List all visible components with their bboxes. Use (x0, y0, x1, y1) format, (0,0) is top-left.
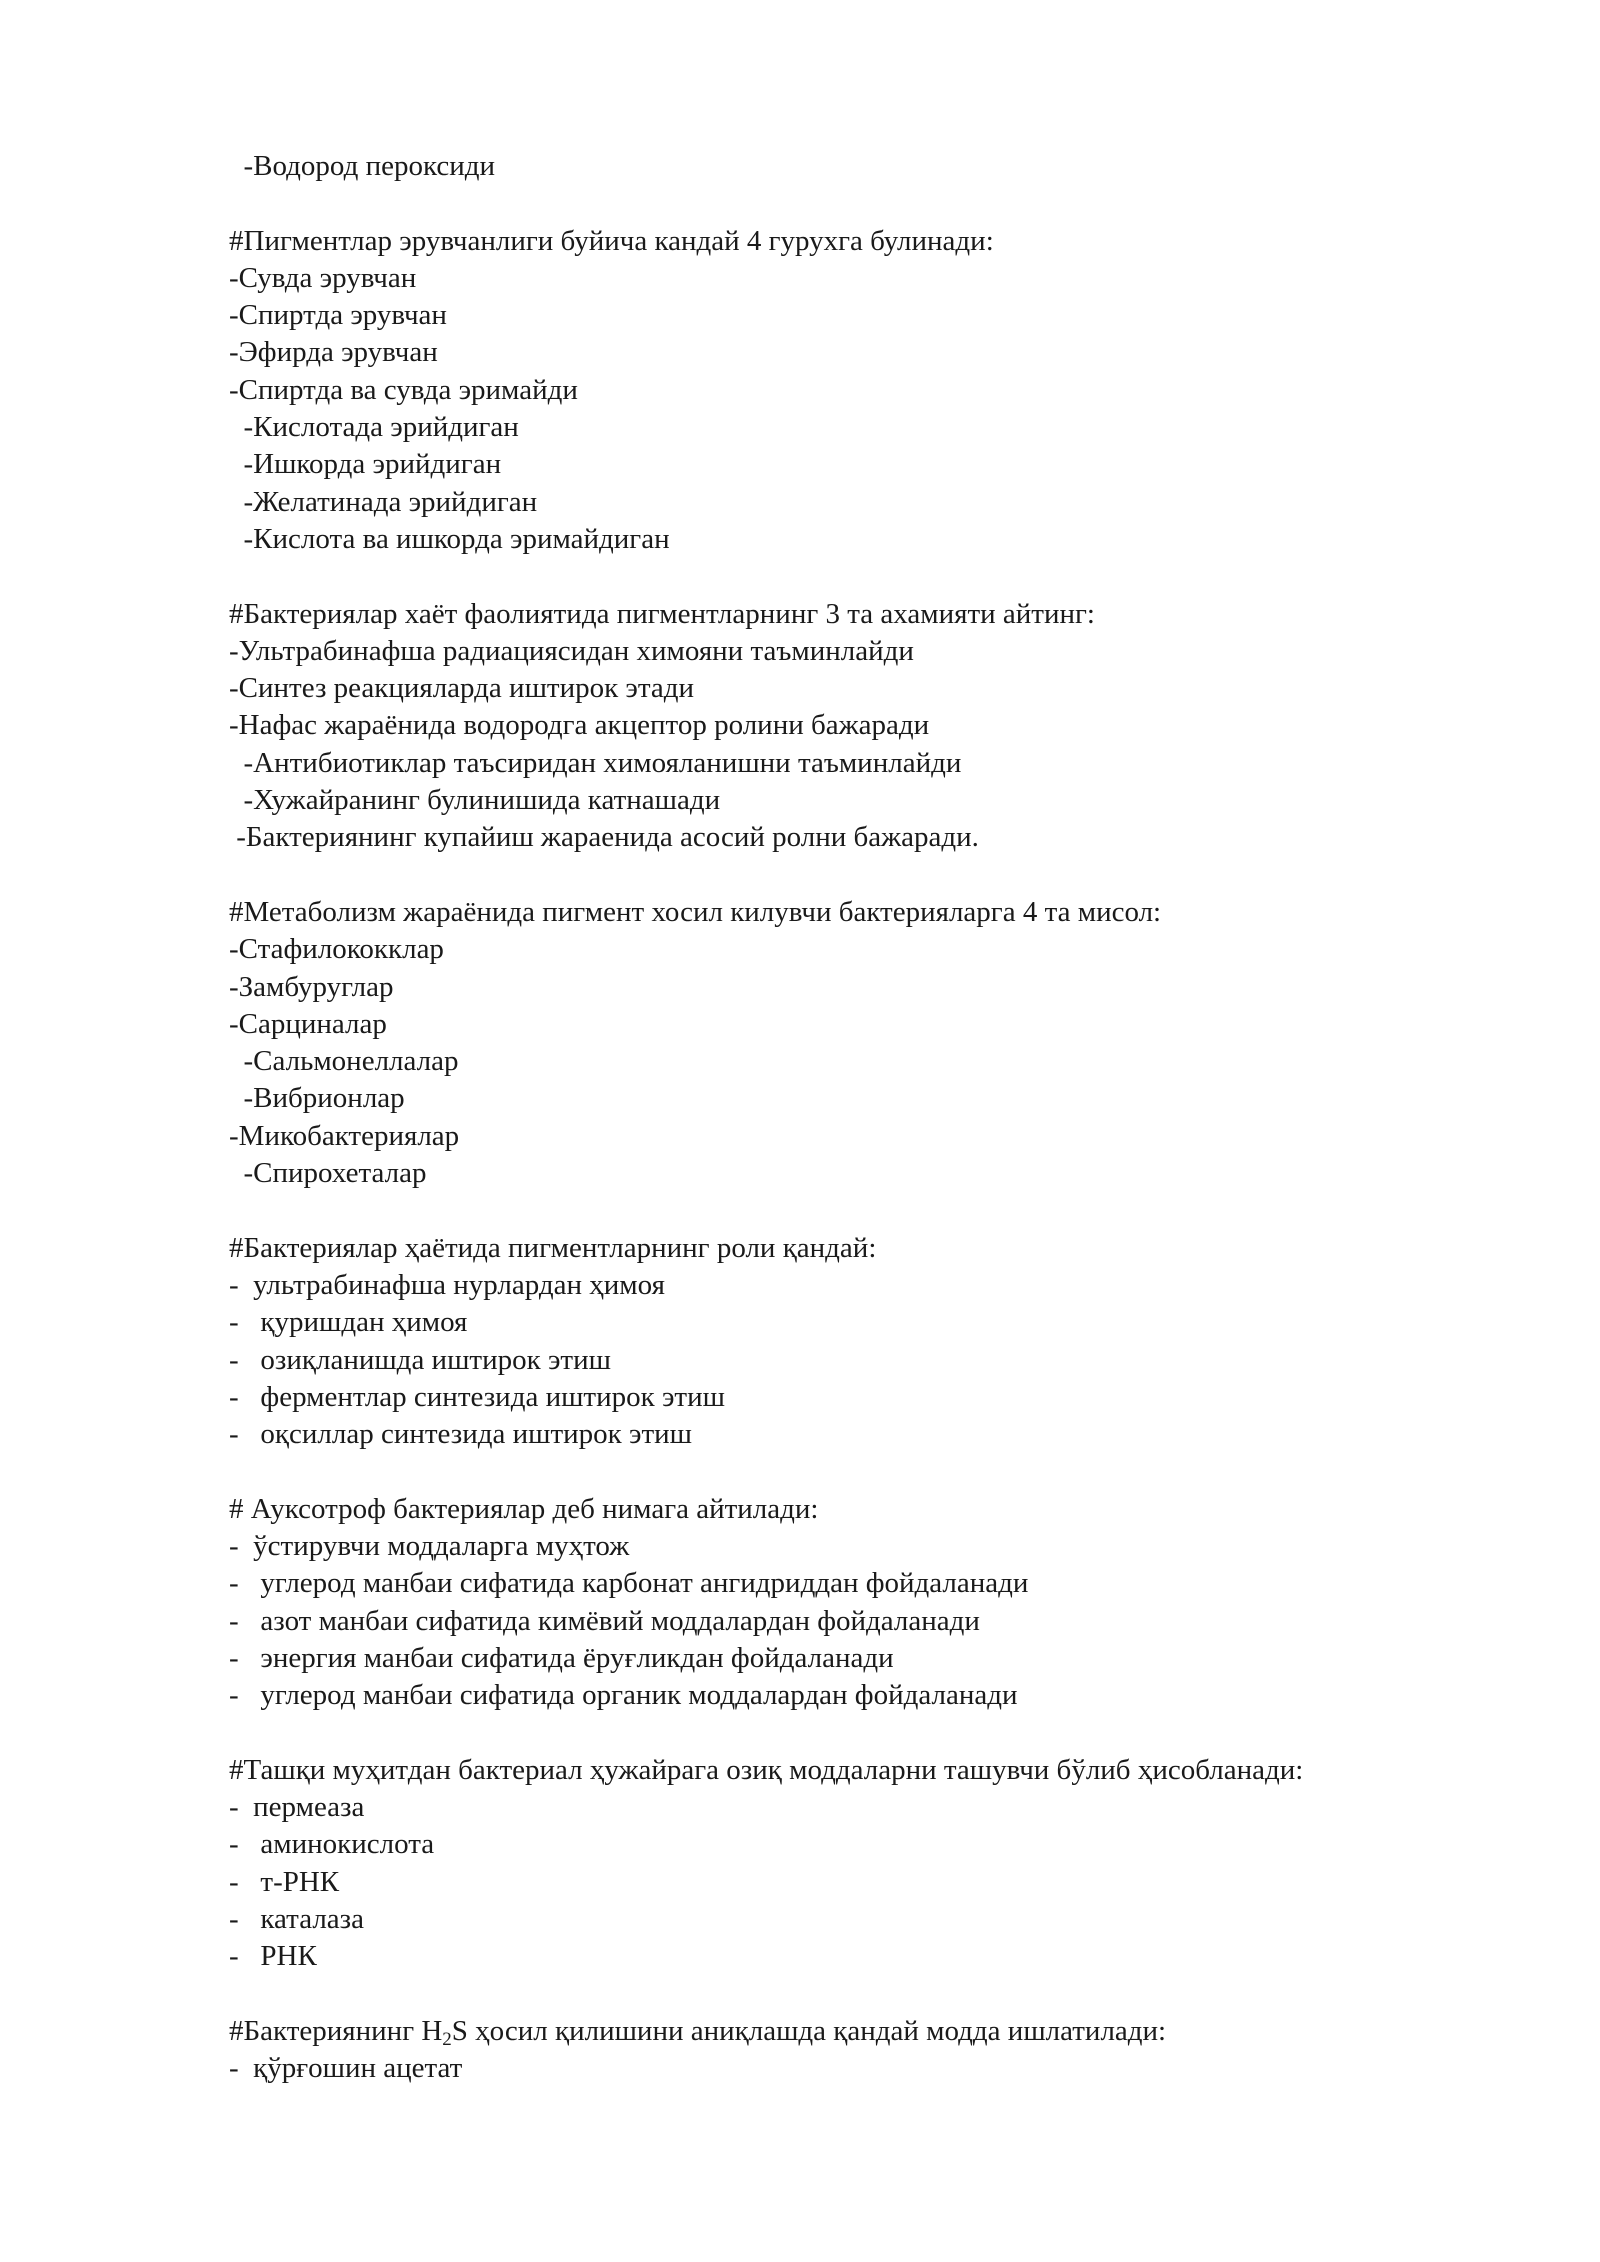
answer-line: -Водород пероксиди (229, 150, 496, 182)
answer-line: - углерод манбаи сифатида карбонат ангидриддан фойдаланади (229, 1567, 1029, 1600)
answer-line: -Эфирда эрувчан (229, 336, 438, 369)
answer-line: -Стафилококклар (229, 933, 444, 966)
answer-line: -Замбуруглар (229, 970, 394, 1003)
answer-line: -Спиртда эрувчан (229, 299, 447, 332)
answer-line: -Спиртда ва сувда эримайди (229, 373, 578, 406)
question-block (229, 894, 1479, 1192)
answer-line: -Кислота ва ишкорда эримайдиган (229, 522, 670, 555)
document-body (229, 148, 1479, 2087)
answer-line: - энергия манбаи сифатида ёруғликдан фойдаланади (229, 1641, 894, 1674)
answer-line: -Ультрабинафша радиациясидан химояни таъминлайди (229, 634, 914, 667)
answer-line: -Хужайранинг булинишида катнашади (229, 784, 721, 817)
answer-line: -Антибиотиклар таъсиридан химояланишни таъминлайди (229, 746, 962, 779)
answer-line: -Кислотада эрийдиган (229, 411, 519, 444)
answer-line: - ультрабинафша нурлардан ҳимоя (229, 1268, 665, 1301)
question-block (229, 223, 1479, 559)
paragraph-gap (229, 1976, 1479, 2013)
answer-line: - озиқланишда иштирок этиш (229, 1343, 611, 1376)
paragraph-gap (229, 1192, 1479, 1229)
question-text-end: S ҳосил қилишини аниқлашда қандай модда ишлатилади: (451, 2014, 1167, 2047)
answer-line: - ферментлар синтезида иштирок этиш (229, 1380, 725, 1413)
answer-line: -Синтез реакцияларда иштирок этади (229, 672, 695, 705)
question-block (229, 148, 1479, 185)
answer-line: - оқсиллар синтезида иштирок этиш (229, 1418, 692, 1451)
paragraph-gap (229, 1714, 1479, 1751)
answer-line: -Бактериянинг купайиш жараенида асосий ролни бажаради. (229, 821, 979, 854)
answer-line: -Желатинада эрийдиган (229, 485, 538, 518)
question-line: #Бактериялар ҳаётида пигментларнинг роли қандай: (229, 1231, 877, 1264)
question-block (229, 1230, 1479, 1454)
answer-line: - аминокислота (229, 1828, 435, 1861)
answer-line: -Сувда эрувчан (229, 261, 417, 294)
answer-line: - РНК (229, 1940, 317, 1973)
question-block (229, 2013, 1479, 2088)
question-line: #Метаболизм жараёнида пигмент хосил килувчи бактерияларга 4 та мисол: (229, 895, 1162, 928)
paragraph-gap (229, 558, 1479, 595)
question-block (229, 1491, 1479, 1715)
question-line (229, 2013, 1479, 2050)
question-line: #Бактериялар хаёт фаолиятида пигментларнинг 3 та ахамияти айтинг: (229, 597, 1095, 630)
paragraph-gap (229, 1453, 1479, 1490)
question-block (229, 1752, 1479, 1976)
answer-line: -Вибрионлар (229, 1082, 405, 1115)
question-text-start: #Бактериянинг H (229, 2014, 443, 2047)
answer-line: -Спирохеталар (229, 1157, 427, 1190)
answer-line: -Сальмонеллалар (229, 1045, 459, 1078)
answer-line: - каталаза (229, 1902, 365, 1935)
question-line: # Ауксотроф бактериялар деб нимага айтилади: (229, 1492, 819, 1525)
answer-line: -Нафас жараёнида водородга акцептор ролини бажаради (229, 709, 930, 742)
question-line: #Пигментлар эрувчанлиги буйича кандай 4 гурухга булинади: (229, 224, 994, 257)
subscript-digit: 2 (442, 2028, 452, 2050)
answer-line: - азот манбаи сифатида кимёвий моддалардан фойдаланади (229, 1604, 980, 1637)
answer-line: - т-РНК (229, 1865, 340, 1898)
answer-line: - қуришдан ҳимоя (229, 1306, 468, 1339)
answer-line: -Микобактериялар (229, 1119, 460, 1152)
answer-line: -Ишкорда эрийдиган (229, 448, 502, 481)
answer-line: - углерод манбаи сифатида органик моддалардан фойдаланади (229, 1679, 1018, 1712)
question-line: #Ташқи муҳитдан бактериал ҳужайрага озиқ моддаларни ташувчи бўлиб ҳисобланади: (229, 1753, 1304, 1786)
paragraph-gap (229, 185, 1479, 222)
answer-line: - пермеаза (229, 1791, 365, 1824)
answer-line: - ўстирувчи моддаларга муҳтож (229, 1529, 630, 1562)
paragraph-gap (229, 857, 1479, 894)
answer-line: - қўрғошин ацетат (229, 2052, 463, 2085)
question-block (229, 596, 1479, 857)
answer-line: -Сарциналар (229, 1007, 387, 1040)
